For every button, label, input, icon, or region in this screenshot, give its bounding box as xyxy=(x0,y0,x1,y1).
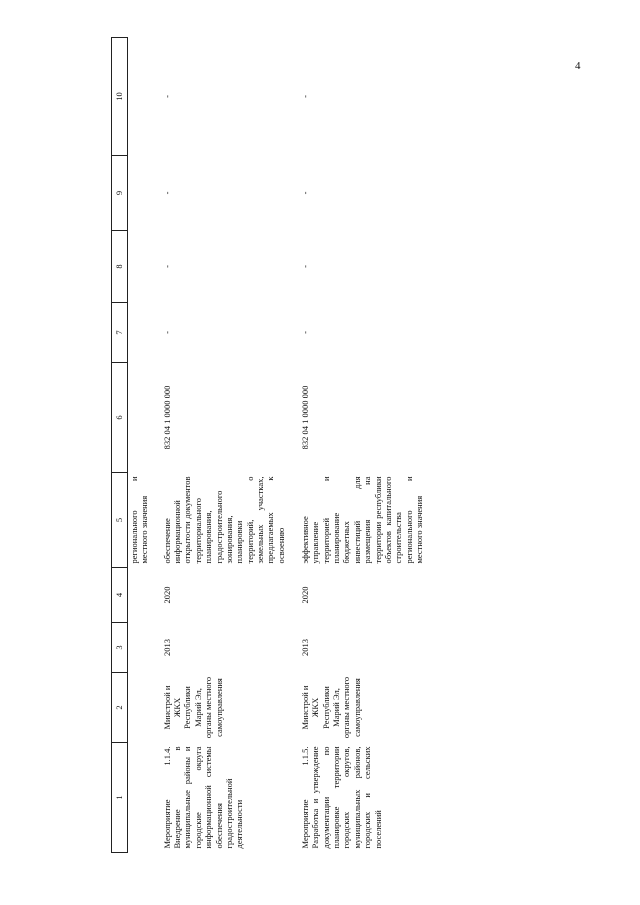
table-header-row xyxy=(112,38,128,853)
measures-table xyxy=(111,37,434,853)
continuation-text: регионального и местного значения xyxy=(129,476,150,564)
column-10-cell: - xyxy=(300,95,311,98)
column-header: 2 xyxy=(112,673,128,743)
column-header: 8 xyxy=(112,231,128,303)
measure-cell: Мероприятие 1.1.4. Внедрение в муниципальные районы и городские округа информационной системы обеспечения градостроительной деятельности xyxy=(161,746,245,849)
column-9-cell: - xyxy=(300,191,311,195)
end-year-cell: 2020 xyxy=(300,586,311,604)
kbk-cell: 832 04 1 0000 000 xyxy=(300,385,311,450)
column-header: 6 xyxy=(112,363,128,473)
column-header: 10 xyxy=(112,38,128,156)
executor-cell: Минстрой и ЖКХ Республики Марий Эл, органы местного самоуправления xyxy=(161,676,224,739)
column-header: 9 xyxy=(112,156,128,231)
start-year-cell: 2013 xyxy=(300,639,311,656)
column-header: 7 xyxy=(112,303,128,363)
measures-table-rotated xyxy=(111,38,611,853)
result-cell: обеспечение информационной открытости документов территориального планирования, градостроительного зонирования, планировки территорий, о земельных участках, предлагаемых к освоению xyxy=(161,476,286,564)
column-7-cell: - xyxy=(300,331,311,334)
continuation-row xyxy=(128,38,158,853)
column-header: 4 xyxy=(112,568,128,623)
start-year-cell: 2013 xyxy=(161,639,172,656)
page-number: 4 xyxy=(575,60,581,72)
table-row xyxy=(158,38,296,853)
executor-cell: Минстрой и ЖКХ Республики Марий Эл, органы местного самоуправления xyxy=(300,676,362,739)
end-year-cell: 2020 xyxy=(161,586,172,604)
column-9-cell: - xyxy=(161,191,172,195)
table-row xyxy=(296,38,434,853)
column-8-cell: - xyxy=(161,265,172,268)
column-7-cell: - xyxy=(161,331,172,334)
column-header: 5 xyxy=(112,473,128,568)
column-header: 3 xyxy=(112,623,128,673)
column-10-cell: - xyxy=(161,95,172,98)
kbk-cell: 832 04 1 0000 000 xyxy=(161,385,172,450)
result-cell: эффективное управление территорией и планирование бюджетных инвестиций для размещения на территории республики объектов капитального строительства регионального и местного значения xyxy=(300,476,424,564)
column-8-cell: - xyxy=(300,265,311,268)
measure-cell: Мероприятие 1.1.5. Разработка и утверждение документации по планировке территории городских округов, муниципальных районов, городских и сельских поселений xyxy=(300,746,383,849)
column-header: 1 xyxy=(112,743,128,853)
